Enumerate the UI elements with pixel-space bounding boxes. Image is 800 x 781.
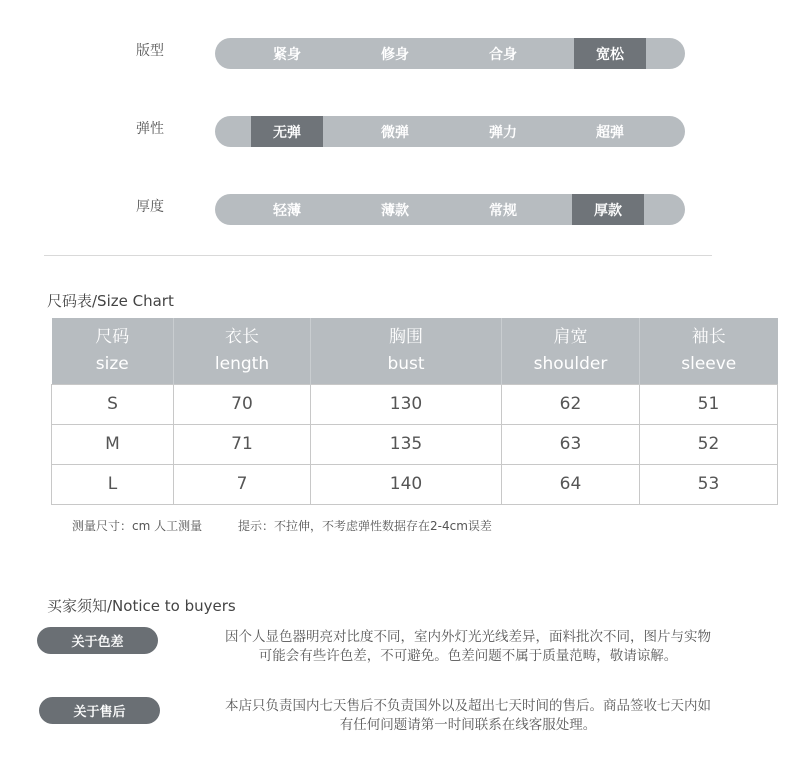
table-cell: 71 <box>174 424 311 464</box>
color-difference-text: 因个人显色器明亮对比度不同，室内外灯光光线差异，面料批次不同，图片与实物 可能会有些许色差，不可避免。色差问题不属于质量范畴，敬请谅解。 <box>225 629 711 664</box>
table-cell: 62 <box>502 384 640 424</box>
section-divider <box>44 255 712 256</box>
table-cell: 130 <box>311 384 502 424</box>
table-cell: L <box>52 464 174 504</box>
table-cell: 140 <box>311 464 502 504</box>
attribute-label: 弹性 <box>136 121 164 137</box>
size-chart-header-row <box>52 318 778 384</box>
table-row <box>52 424 778 464</box>
table-cell: 135 <box>311 424 502 464</box>
header-sleeve: 袖长 sleeve <box>640 318 778 384</box>
color-difference-badge: 关于色差 <box>37 627 158 654</box>
fit-option-slim: 修身 <box>381 46 409 63</box>
thickness-scale <box>215 194 685 225</box>
table-cell: 63 <box>502 424 640 464</box>
header-bust: 胸围 bust <box>311 318 502 384</box>
thickness-option-regular: 常规 <box>489 202 517 219</box>
fit-option-loose-selected: 宽松 <box>574 38 646 69</box>
thickness-option-light: 薄款 <box>381 202 409 219</box>
table-cell: 64 <box>502 464 640 504</box>
measurement-note: 测量尺寸：cm 人工测量 <box>72 519 203 533</box>
elasticity-option-none-selected: 无弹 <box>251 116 323 147</box>
fit-option-regular: 合身 <box>489 46 517 63</box>
table-row <box>52 464 778 504</box>
header-shoulder: 肩宽 shoulder <box>502 318 640 384</box>
notice-title: 买家须知/Notice to buyers <box>47 597 236 615</box>
tolerance-hint: 提示：不拉伸，不考虑弹性数据存在2-4cm误差 <box>238 519 492 533</box>
fit-option-tight: 紧身 <box>273 46 301 63</box>
table-cell: M <box>52 424 174 464</box>
elasticity-option-elastic: 弹力 <box>489 124 517 141</box>
elasticity-option-slight: 微弹 <box>381 124 409 141</box>
header-length: 衣长 length <box>174 318 311 384</box>
after-sales-text: 本店只负责国内七天售后不负责国外以及超出七天时间的售后。商品签收七天内如 有任何问题请第一时间联系在线客服处理。 <box>225 698 711 733</box>
table-cell: 70 <box>174 384 311 424</box>
size-chart-table <box>51 318 778 505</box>
size-chart-title: 尺码表/Size Chart <box>47 292 174 310</box>
table-row <box>52 384 778 424</box>
elasticity-scale <box>215 116 685 147</box>
header-size: 尺码 size <box>52 318 174 384</box>
table-cell: S <box>52 384 174 424</box>
table-cell: 7 <box>174 464 311 504</box>
thickness-option-thin: 轻薄 <box>273 202 301 219</box>
table-cell: 52 <box>640 424 778 464</box>
fit-scale <box>215 38 685 69</box>
attribute-label: 版型 <box>136 43 164 59</box>
table-cell: 53 <box>640 464 778 504</box>
table-cell: 51 <box>640 384 778 424</box>
after-sales-badge: 关于售后 <box>39 697 160 724</box>
elasticity-option-super: 超弹 <box>596 124 624 141</box>
thickness-option-thick-selected: 厚款 <box>572 194 644 225</box>
attribute-label: 厚度 <box>136 199 164 215</box>
